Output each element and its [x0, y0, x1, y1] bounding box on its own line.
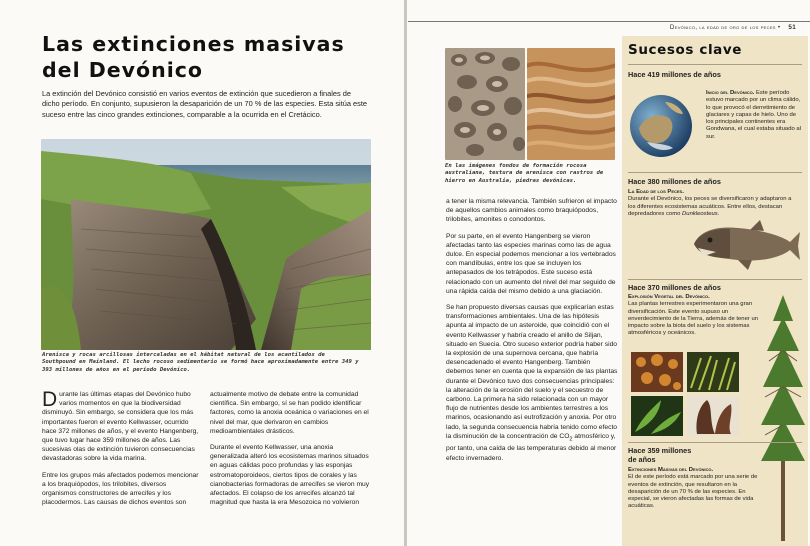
event-heading: Explosión Vegetal del Devónico. — [628, 294, 710, 300]
cliff-photo — [41, 139, 371, 350]
body-paragraph: a tener la misma relevancia. También sufrieron el impacto de aquellos cambios animales como braquiópodos, trilobites, amonites o conodontos. — [446, 198, 617, 224]
dunkleosteus-illustration — [690, 216, 802, 272]
plant-photo — [631, 396, 683, 436]
event-text: Las plantas terrestres experimentaron una gran diversificación. Este evento supuso un enverdecimiento de la Tierra, además de tener un impacto sobre la biota del suelo y los sistemas atmosféricos y oceánicos. — [628, 301, 758, 337]
event-time: Hace 380 millones de años — [628, 177, 721, 186]
plant-photo — [631, 352, 683, 392]
drop-cap: D — [42, 388, 58, 411]
body-text: atmosférico y, por tanto, una caída de las temperaturas debido al menor efecto invernadero. — [446, 432, 617, 462]
event-heading: La Edad de los Peces. — [628, 189, 684, 195]
running-head-rule — [408, 21, 810, 22]
rock-texture-photo — [445, 48, 525, 160]
body-paragraph: Entre los grupos más afectados podemos mencionar a los braquiópodos, los trilobites, diversos organismos constructores de arrecifes y los placodermos. Las causas de dichos eventos son — [42, 471, 199, 507]
body-paragraph: Durante el evento Kellwasser, una anoxia generalizada alteró los ecosistemas marinos situados en aguas cálidas poco profundas y las esponjas estromatoporoideos, ciertos tipos de corales y las cianobacterias formadoras de arrecifes se vieron muy afectados. El colapso de los arrecifes alcanzó tal magnitud que hasta la era Mesozoica no volvieron — [210, 444, 370, 507]
divider — [628, 64, 802, 65]
event-text: Durante el Devónico, los peces se diversificaron y adaptaron a los diferentes ecosistemas acuáticos. Entre ellos, destacan depredadores como — [628, 196, 792, 217]
co2-subscript: 2 — [569, 436, 573, 443]
rocks-photo-caption: En las imágenes fondos de formación rocosa australiana, textura de arenisca con rastros de hierro en Australia, piedras devónicas. — [445, 163, 604, 184]
cliff-photo-caption: Arenisca y rocas arcillosas intercaladas en el hábitat natural de los acantilados de Southpound en Mainland. El lecho rocoso sedimentario se formó hace aproximadamente entre 349 y 393 millones de años en el período Devónico. — [42, 352, 359, 373]
event-description — [628, 294, 760, 338]
section-title: Devónico, la edad de oro de los peces — [669, 24, 776, 31]
event-time: Hace 419 millones de años — [628, 70, 721, 79]
running-head: Devónico, la edad de oro de los peces • 51 — [669, 24, 796, 31]
sandstone-iron-photo — [527, 48, 615, 160]
title-line-1: Las extinciones masivas — [42, 32, 345, 56]
event-time-line: de años — [628, 455, 656, 464]
event-time-line: Hace 359 millones — [628, 446, 692, 455]
body-column-2 — [210, 390, 370, 514]
right-page — [407, 0, 810, 546]
title-line-2: del Devónico — [42, 58, 203, 82]
event-description — [628, 189, 800, 218]
devonian-earth-globe — [629, 94, 693, 158]
key-events-sidebar — [622, 36, 808, 546]
body-column-3 — [446, 197, 618, 470]
article-title — [42, 31, 372, 83]
body-text: Se han propuesto diversas causas que explicarían estas transformaciones ambientales. Una de las hipótesis apunta al impacto de un asteroide, que coincidió con el evento Kellwasser y habría creado el anillo de Siljan, situado en Suecia. Otro suceso exterior podría haber sido la explosión de una supernova cercana, que habría desencadenado el evento Hangenberg. También debemos tener en cuenta que la expansión de las plantas durante el Devónico tuvo dos consecuencias principales: la alteración de la erosión del suelo y el secuestro de carbono. La primera ha sido relacionada con un mayor flujo de nutrientes desde los ambientes terrestres a los marinos, ocasionando así eutrofización y anoxia. Por otro lado, la segunda consecuencia habría tenido como efecto la disminución de la concentración de CO — [446, 304, 618, 440]
plant-photo — [687, 396, 739, 436]
event-description — [706, 90, 802, 141]
body-paragraph — [42, 390, 202, 464]
plant-photo — [687, 352, 739, 392]
event-heading: Inicio del Devónico. — [706, 90, 755, 96]
left-page — [0, 0, 404, 546]
event-time: Hace 370 millones de años — [628, 283, 721, 292]
event-description — [628, 467, 760, 511]
event-text: Este período estuvo marcado por un clima cálido, lo que provocó el derretimiento de glaciares y capas de hielo. Uno de los principales continentes era Gondwana, el cual estaba situado al sur. — [706, 90, 801, 140]
body-column-1 — [42, 390, 202, 514]
event-text: El de este período está marcado por una serie de eventos de extinción, que resultaron en la desaparición de un 70 % de las especies. En especial, se vieron afectadas las formas de vida acuáticas. — [628, 474, 758, 510]
body-text: urante las últimas etapas del Devónico hubo varios momentos en que la biodiversidad disminuyó. Sin embargo, se considera que los más importantes fueron el evento Kellwasser, ocurrido hace 372 millones de años, y el evento Hangenberg, que tuvo lugar hace 359 millones de años. Las sucesivas olas de extinción tuvieron consecuencias devastadoras sobre la vida marina. — [42, 391, 199, 463]
body-paragraph: actualmente motivo de debate entre la comunidad científica. Sin embargo, sí se han podido identificar factores, como la anoxia oceánica o variaciones en el nivel del mar, que derivaron en cambios medioambientales drásticos. — [210, 391, 369, 435]
event-heading: Extinciones Masivas del Devónico. — [628, 467, 714, 473]
body-paragraph: Por su parte, en el evento Hangenberg se vieron afectadas tanto las especies marinas como las de agua dulce. En especial podemos mencionar a los vertebrados con mandíbulas, entre los que se incluyen los antepasados de los tetrápodos. Este suceso está relacionado con un aumento del nivel del mar seguido de una rápida caída del mismo debido a una glaciación. — [446, 232, 616, 295]
divider — [628, 279, 802, 280]
lead-paragraph: La extinción del Devónico consistió en varios eventos de extinción que sucedieron a finales de dicho período. En conjunto, supusieron la desaparición de un 70 % de las especies. Esta sitúa este suceso entre las cinco grandes extinciones, comparable a la ocurrida en el Cretácico. — [42, 89, 367, 119]
page-number: 51 — [788, 24, 796, 31]
sidebar-title: Sucesos clave — [628, 42, 743, 58]
species-name: Dunkleosteus. — [682, 210, 720, 217]
body-paragraph — [446, 303, 618, 463]
event-time — [628, 446, 708, 464]
divider — [628, 172, 802, 173]
archaeopteris-tree-illustration — [759, 291, 807, 541]
divider — [628, 442, 802, 443]
